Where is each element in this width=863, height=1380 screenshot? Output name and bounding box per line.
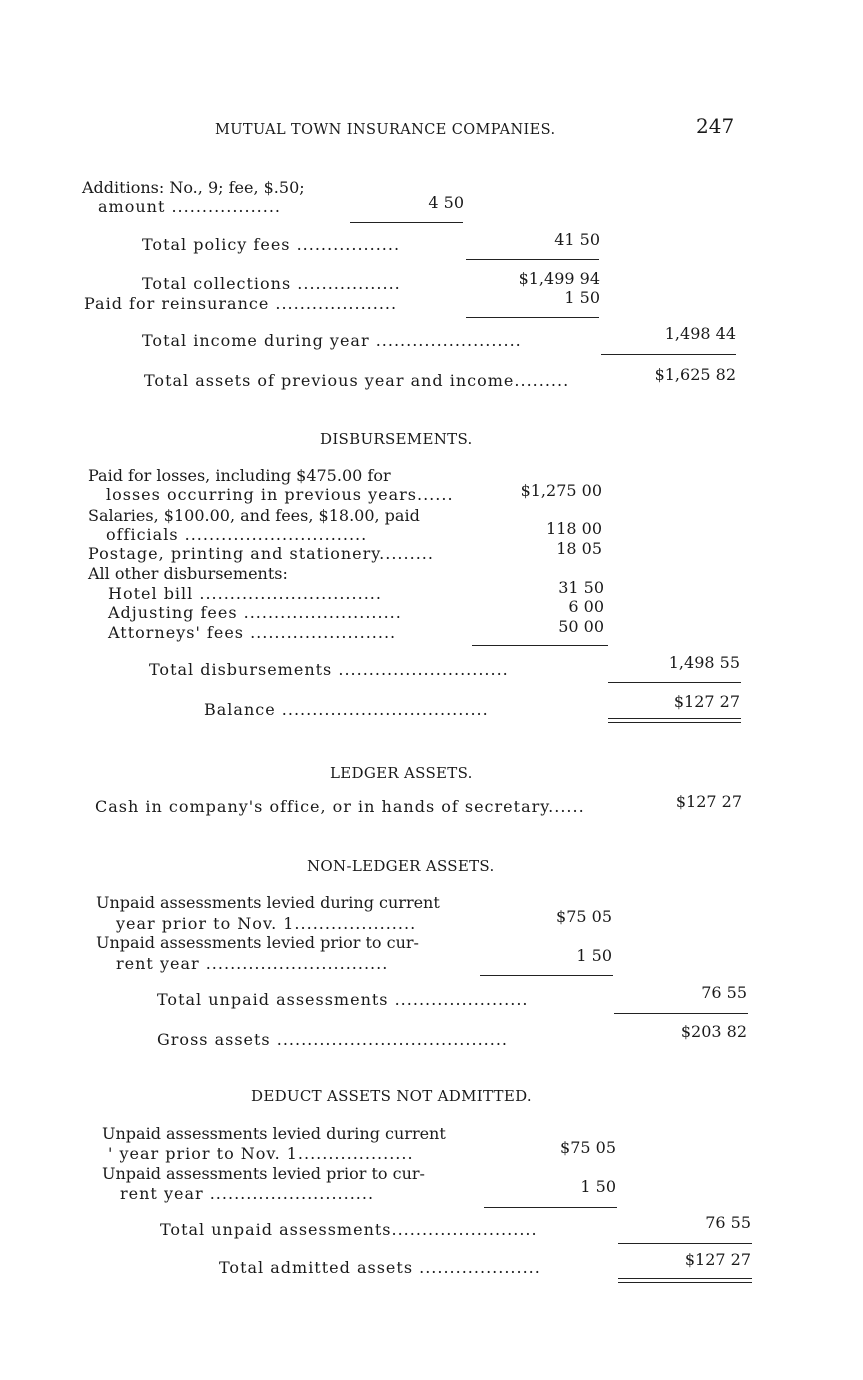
hotel-bill-value: 31 50 [558, 578, 604, 597]
total-admitted-assets-label: Total admitted assets .................... [219, 1258, 541, 1277]
rule-deduct-total [618, 1243, 752, 1244]
rule-additions [350, 222, 463, 223]
page-number: 247 [696, 114, 735, 138]
reinsurance-value: 1 50 [564, 288, 600, 307]
other-disbursements-label: All other disbursements: [88, 564, 288, 583]
salaries-value: 118 00 [546, 519, 602, 538]
additions-value: 4 50 [428, 193, 464, 212]
attorneys-fees-label: Attorneys' fees ........................ [108, 623, 397, 642]
rule-deduct-items [484, 1207, 617, 1208]
salaries-line-1: Salaries, $100.00, and fees, $18.00, paid [88, 506, 420, 525]
additions-line-1: Additions: No., 9; fee, $.50; [82, 178, 305, 197]
losses-line-1: Paid for losses, including $475.00 for [88, 466, 391, 485]
losses-value: $1,275 00 [520, 481, 602, 500]
rule-policy-fees [466, 259, 599, 260]
balance-label: Balance .................................. [204, 700, 489, 719]
deduct-current-value: $75 05 [560, 1138, 616, 1157]
running-header: MUTUAL TOWN INSURANCE COMPANIES. [215, 122, 556, 138]
nl-total-label: Total unpaid assessments ...................... [157, 990, 529, 1009]
deduct-total-value: 76 55 [705, 1213, 751, 1232]
cash-label: Cash in company's office, or in hands of secretary...... [95, 797, 585, 816]
deduct-current-line-1: Unpaid assessments levied during current [102, 1124, 446, 1143]
postage-label: Postage, printing and stationery......... [88, 544, 434, 563]
reinsurance-label: Paid for reinsurance .................... [84, 294, 398, 313]
rule-nl-total [614, 1013, 748, 1014]
gross-assets-value: $203 82 [680, 1022, 747, 1041]
total-disbursements-label: Total disbursements ............................ [149, 660, 509, 679]
postage-value: 18 05 [556, 539, 602, 558]
total-collections-value: $1,499 94 [518, 269, 600, 288]
total-income-value: 1,498 44 [664, 324, 736, 343]
salaries-line-2: officials .............................. [106, 525, 368, 544]
rule-total-income [601, 354, 736, 355]
nl-prior-line-2: rent year .............................. [116, 954, 389, 973]
total-assets-prev-value: $1,625 82 [654, 365, 736, 384]
rule-reinsurance [466, 317, 599, 318]
attorneys-fees-value: 50 00 [558, 617, 604, 636]
deduct-prior-value: 1 50 [580, 1177, 616, 1196]
cash-value: $127 27 [675, 792, 742, 811]
gross-assets-label: Gross assets ...................................... [157, 1030, 508, 1049]
total-income-label: Total income during year ........................ [142, 331, 522, 350]
double-rule-admitted [618, 1278, 752, 1283]
total-collections-label: Total collections ................. [142, 274, 401, 293]
rule-disbursement-items [472, 645, 608, 646]
deduct-prior-line-2: rent year ........................... [120, 1184, 375, 1203]
disbursements-heading: DISBURSEMENTS. [320, 430, 473, 448]
double-rule-balance [608, 718, 741, 723]
nl-prior-value: 1 50 [576, 946, 612, 965]
nl-current-value: $75 05 [556, 907, 612, 926]
rule-nl-items [480, 975, 613, 976]
total-policy-fees-value: 41 50 [554, 230, 600, 249]
deduct-total-label: Total unpaid assessments........................ [160, 1220, 538, 1239]
deduct-current-line-2: ' year prior to Nov. 1................... [108, 1144, 414, 1163]
nl-prior-line-1: Unpaid assessments levied prior to cur- [96, 933, 419, 952]
hotel-bill-label: Hotel bill .............................. [108, 584, 382, 603]
non-ledger-assets-heading: NON-LEDGER ASSETS. [307, 857, 495, 875]
balance-value: $127 27 [673, 692, 740, 711]
nl-current-line-2: year prior to Nov. 1.................... [116, 914, 417, 933]
total-assets-prev-label: Total assets of previous year and income......... [144, 371, 570, 390]
total-policy-fees-label: Total policy fees ................. [142, 235, 401, 254]
total-disbursements-value: 1,498 55 [668, 653, 740, 672]
additions-line-2: amount .................. [98, 197, 282, 216]
rule-total-disbursements [608, 682, 741, 683]
total-admitted-assets-value: $127 27 [684, 1250, 751, 1269]
adjusting-fees-value: 6 00 [568, 597, 604, 616]
losses-line-2: losses occurring in previous years...... [106, 485, 454, 504]
deduct-prior-line-1: Unpaid assessments levied prior to cur- [102, 1164, 425, 1183]
nl-total-value: 76 55 [701, 983, 747, 1002]
deduct-heading: DEDUCT ASSETS NOT ADMITTED. [251, 1087, 532, 1105]
nl-current-line-1: Unpaid assessments levied during current [96, 893, 440, 912]
adjusting-fees-label: Adjusting fees .......................... [108, 603, 402, 622]
ledger-assets-heading: LEDGER ASSETS. [330, 764, 473, 782]
